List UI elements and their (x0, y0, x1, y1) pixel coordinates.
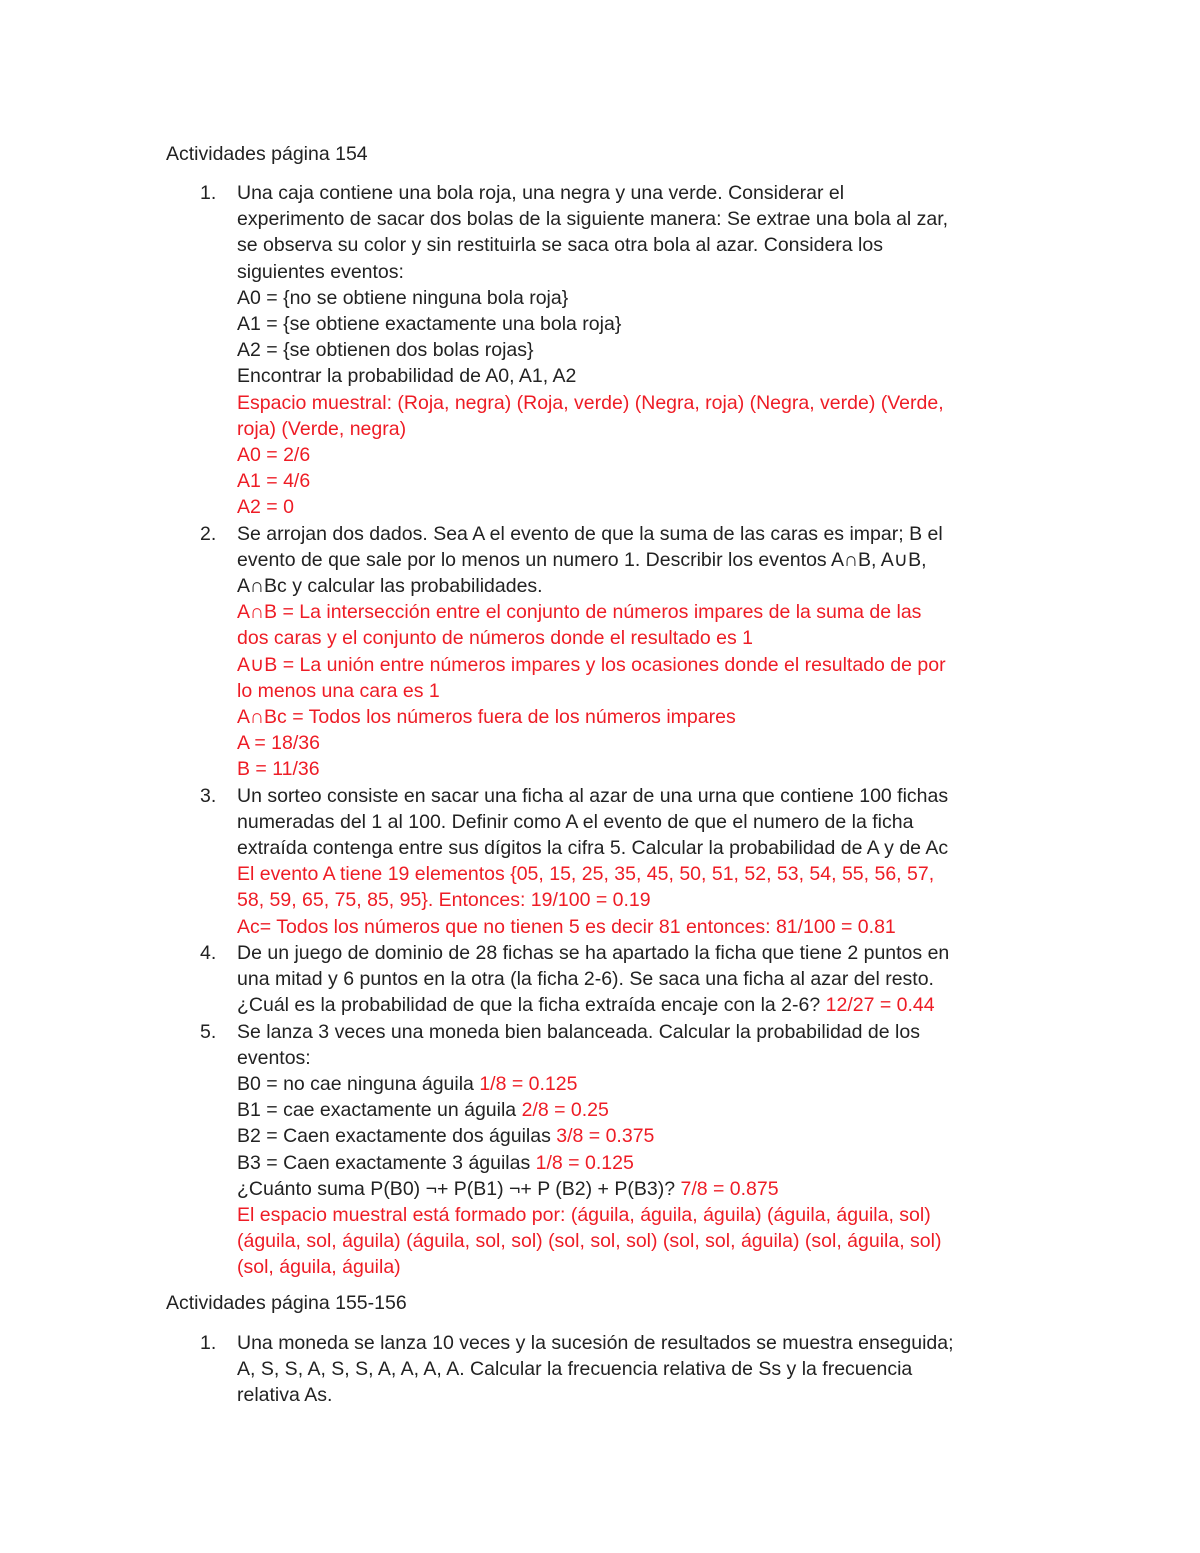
answer-text: 12/27 = 0.44 (825, 994, 935, 1017)
question-text: Una moneda se lanza 10 veces y la sucesión de resultados se muestra enseguida; (237, 1332, 954, 1354)
question-text: experimento de sacar dos bolas de la siguiente manera: Se extrae una bola al zar, (237, 208, 949, 231)
answer-text: 3/8 = 0.375 (556, 1125, 655, 1148)
text-line (237, 940, 1036, 966)
text-line (237, 914, 1036, 940)
text-line (237, 861, 1036, 887)
text-line (237, 573, 1036, 599)
text-line (237, 232, 1036, 258)
question-text: Encontrar la probabilidad de A0, A1, A2 (237, 365, 577, 388)
text-line (237, 494, 1036, 520)
text-line (237, 1330, 1036, 1356)
question-text: Se lanza 3 veces una moneda bien balanceada. Calcular la probabilidad de los (237, 1020, 920, 1043)
answer-text: lo menos una cara es 1 (237, 679, 440, 702)
answer-text: A∩Bc = Todos los números fuera de los números impares (237, 706, 736, 729)
item-number: 1. (200, 1332, 217, 1354)
list-item (166, 783, 1036, 940)
text-line (237, 1150, 1036, 1176)
answer-text: El evento A tiene 19 elementos {05, 15, 25, 35, 45, 50, 51, 52, 53, 54, 55, 56, 57, (237, 863, 935, 886)
text-line (237, 1228, 1036, 1254)
question-text: A0 = {no se obtiene ninguna bola roja} (237, 286, 569, 309)
list-item (166, 1019, 1036, 1281)
answer-text: A0 = 2/6 (237, 444, 311, 467)
section-title-page-155-156: Actividades página 155-156 (166, 1292, 407, 1314)
text-line (237, 521, 1036, 547)
text-line (237, 1097, 1036, 1123)
text-line (237, 259, 1036, 285)
question-text: Una caja contiene una bola roja, una negra y una verde. Considerar el (237, 182, 845, 204)
question-text: relativa As. (237, 1384, 333, 1407)
item-number: 2. (200, 522, 217, 545)
answer-text: A = 18/36 (237, 732, 320, 755)
question-text: evento de que sale por lo menos un numero 1. Describir los eventos A∩B, A∪B, (237, 548, 927, 571)
answer-text: (sol, águila, águila) (237, 1256, 401, 1279)
text-line (237, 756, 1036, 782)
answer-text: dos caras y el conjunto de números donde el resultado es 1 (237, 627, 753, 650)
text-line (237, 887, 1036, 913)
answer-text: 58, 59, 65, 75, 85, 95}. Entonces: 19/100 = 0.19 (237, 889, 651, 912)
text-line (237, 1019, 1036, 1045)
question-text: siguientes eventos: (237, 260, 404, 283)
question-text: ¿Cuál es la probabilidad de que la ficha extraída encaje con la 2-6? (237, 994, 826, 1017)
answer-text: A∩B = La intersección entre el conjunto de números impares de la suma de las (237, 601, 922, 624)
text-line (237, 547, 1036, 573)
question-text: A2 = {se obtienen dos bolas rojas} (237, 339, 534, 362)
text-line (237, 285, 1036, 311)
text-line (237, 1202, 1036, 1228)
item-number: 5. (200, 1020, 217, 1043)
question-text: B2 = Caen exactamente dos águilas (237, 1125, 557, 1148)
question-text: Un sorteo consiste en sacar una ficha al azar de una urna que contiene 100 fichas (237, 784, 949, 807)
answer-text: 1/8 = 0.125 (535, 1151, 634, 1174)
question-text: B3 = Caen exactamente 3 águilas (237, 1151, 536, 1174)
question-text: B1 = cae exactamente un águila (237, 1099, 522, 1122)
list-item (166, 180, 1036, 521)
question-text: B0 = no cae ninguna águila (237, 1072, 480, 1095)
question-text: De un juego de dominio de 28 fichas se ha apartado la ficha que tiene 2 puntos en (237, 941, 950, 964)
text-line (237, 1254, 1036, 1280)
text-line (237, 442, 1036, 468)
answer-text: A∪B = La unión entre números impares y los ocasiones donde el resultado de por (237, 653, 946, 676)
text-line (237, 1071, 1036, 1097)
question-text: una mitad y 6 puntos en la otra (la ficha 2-6). Se saca una ficha al azar del resto. (237, 968, 934, 991)
item-number: 1. (200, 182, 217, 204)
question-text: A1 = {se obtiene exactamente una bola roja} (237, 313, 622, 336)
section-title-page-154: Actividades página 154 (166, 143, 368, 165)
answer-text: roja) (Verde, negra) (237, 417, 407, 440)
text-line (237, 652, 1036, 678)
text-line (237, 1123, 1036, 1149)
answer-text: El espacio muestral está formado por: (águila, águila, águila) (águila, águila, sol) (237, 1203, 931, 1226)
question-text: A, S, S, A, S, S, A, A, A, A. Calcular la frecuencia relativa de Ss y la frecuencia (237, 1358, 913, 1381)
answer-text: A2 = 0 (237, 496, 294, 519)
text-line (237, 206, 1036, 232)
text-line (237, 337, 1036, 363)
answer-text: Ac= Todos los números que no tienen 5 es decir 81 entonces: 81/100 = 0.81 (237, 915, 896, 938)
text-line (237, 468, 1036, 494)
item-number: 3. (200, 784, 217, 807)
question-text: numeradas del 1 al 100. Definir como A el evento de que el numero de la ficha (237, 810, 914, 833)
answer-text: 7/8 = 0.875 (680, 1177, 779, 1200)
text-line (237, 390, 1036, 416)
text-line (237, 704, 1036, 730)
question-text: ¿Cuánto suma P(B0) ¬+ P(B1) ¬+ P (B2) + P(B3)? (237, 1177, 681, 1200)
question-text: Se arrojan dos dados. Sea A el evento de que la suma de las caras es impar; B el (237, 522, 943, 545)
question-text: se observa su color y sin restituirla se saca otra bola al azar. Considera los (237, 234, 883, 257)
text-line (237, 678, 1036, 704)
answer-text: Espacio muestral: (Roja, negra) (Roja, verde) (Negra, roja) (Negra, verde) (Verde, (237, 391, 944, 414)
text-line (237, 180, 1036, 206)
list-item (166, 940, 1036, 1019)
text-line (237, 363, 1036, 389)
answer-text: A1 = 4/6 (237, 470, 311, 493)
answer-text: (águila, sol, águila) (águila, sol, sol) (sol, sol, sol) (sol, sol, águila) (sol, águila, sol) (237, 1230, 942, 1253)
text-line (237, 730, 1036, 756)
text-line (237, 992, 1036, 1018)
text-line (237, 625, 1036, 651)
activities-list-page-155-156 (166, 1330, 1036, 1409)
text-line (237, 966, 1036, 992)
text-line (237, 835, 1036, 861)
question-text: eventos: (237, 1046, 311, 1069)
text-line (237, 1356, 1036, 1382)
answer-text: 2/8 = 0.25 (521, 1099, 609, 1122)
text-line (237, 809, 1036, 835)
text-line (237, 783, 1036, 809)
question-text: A∩Bc y calcular las probabilidades. (237, 575, 543, 598)
answer-text: 1/8 = 0.125 (479, 1072, 578, 1095)
question-text: extraída contenga entre sus dígitos la cifra 5. Calcular la probabilidad de A y de Ac (237, 837, 949, 860)
activities-list-page-154 (166, 180, 1036, 1281)
text-line (237, 1045, 1036, 1071)
list-item (166, 1330, 1036, 1409)
text-line (237, 1382, 1036, 1408)
text-line (237, 311, 1036, 337)
text-line (237, 1176, 1036, 1202)
answer-text: B = 11/36 (237, 758, 320, 781)
list-item (166, 521, 1036, 783)
text-line (237, 599, 1036, 625)
item-number: 4. (200, 941, 217, 964)
text-line (237, 416, 1036, 442)
